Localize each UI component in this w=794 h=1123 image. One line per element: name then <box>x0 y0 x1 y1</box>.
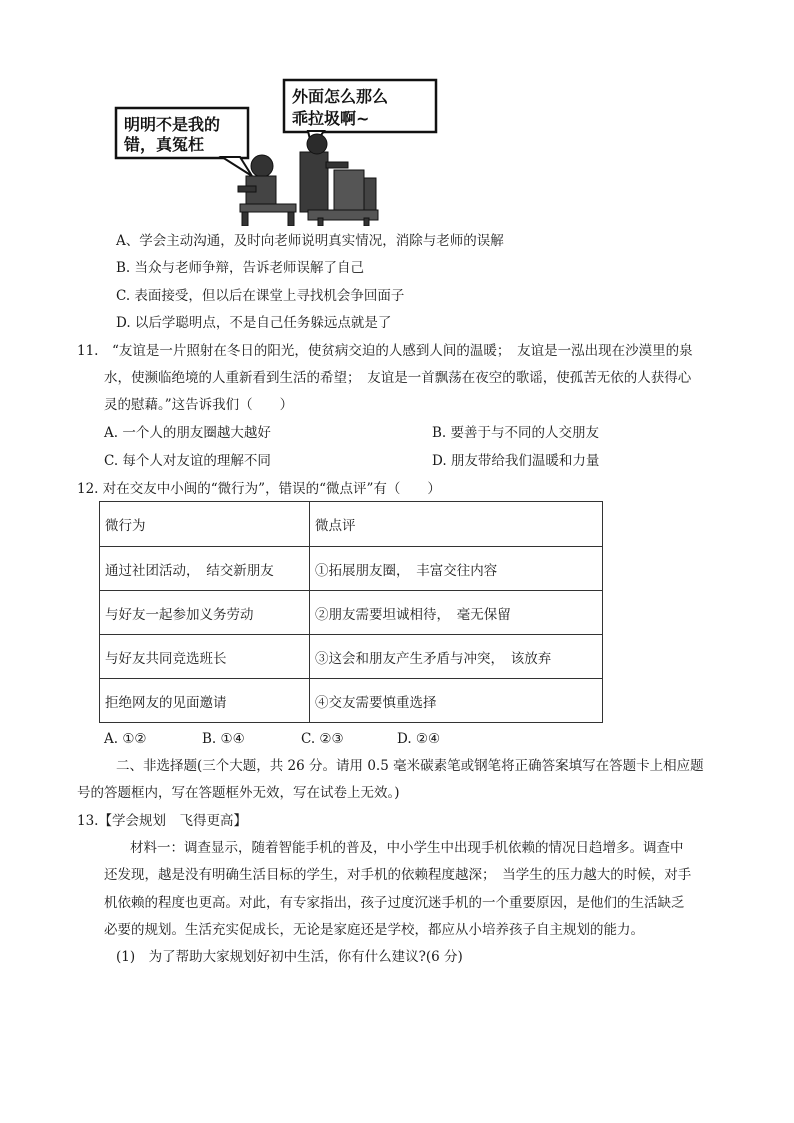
q11-stem-line-1: 11. “友谊是一片照射在冬日的阳光，使贫病交迫的人感到人间的温暖； 友谊是一泓出现在沙漠里的泉 <box>77 343 693 359</box>
q11-option-a: A. 一个人的朋友圈越大越好 <box>104 425 271 441</box>
table-header-comment: 微点评 <box>310 502 603 547</box>
q12-option-a: A. ①② <box>104 731 147 747</box>
q10-option-d: D. 以后学聪明点，不是自己任务躲远点就是了 <box>116 315 392 331</box>
table-header-behavior: 微行为 <box>100 502 310 547</box>
q12-stem: 12. 对在交友中小闽的“微行为”，错误的“微点评”有（ ） <box>77 481 441 497</box>
table-row <box>100 591 603 635</box>
q13-sub-question-1: (1) 为了帮助大家规划好初中生活，你有什么建议?(6 分) <box>116 949 463 965</box>
q11-option-c: C. 每个人对友谊的理解不同 <box>104 453 271 469</box>
table-row <box>100 547 603 591</box>
table-row <box>100 679 603 723</box>
q12-option-c: C. ②③ <box>301 731 344 747</box>
bubble-left-line-1: 明明不是我的 <box>124 115 221 134</box>
table-cell-behavior: 与好友共同竞选班长 <box>100 635 310 679</box>
table-cell-behavior: 通过社团活动， 结交新朋友 <box>100 547 310 591</box>
q11-option-b: B. 要善于与不同的人交朋友 <box>432 425 600 441</box>
q13-material-line-3: 机依赖的程度也更高。对此，有专家指出，孩子过度沉迷手机的一个重要原因，是他们的生活缺乏 <box>104 895 685 911</box>
speech-bubble-right <box>284 80 436 148</box>
q12-option-b: B. ①④ <box>202 731 245 747</box>
table-row <box>100 635 603 679</box>
micro-behavior-table <box>99 501 603 723</box>
q13-title: 13.【学会规划 飞得更高】 <box>77 813 247 829</box>
q13-material-line-2: 还发现，越是没有明确生活目标的学生，对手机的依赖程度越深； 当学生的压力越大的时候，对手 <box>104 867 692 883</box>
q11-stem-line-2: 水，使濒临绝境的人重新看到生活的希望； 友谊是一首飘荡在夜空的歌谣，使孤苦无依的人获得心 <box>104 370 692 386</box>
bubble-right-line-2: 乖拉圾啊~ <box>292 109 370 128</box>
q11-option-d: D. 朋友带给我们温暖和力量 <box>432 453 600 469</box>
table-cell-behavior: 与好友一起参加义务劳动 <box>100 591 310 635</box>
cartoon-figures <box>238 134 378 226</box>
table-header-row <box>100 502 603 547</box>
bubble-right-line-1: 外面怎么那么 <box>292 87 389 106</box>
q11-stem-line-3: 灵的慰藉。”这告诉我们（ ） <box>104 397 294 413</box>
section2-instructions-line-2: 号的答题框内，写在答题框外无效，写在试卷上无效。) <box>77 785 400 801</box>
section2-instructions-line-1: 二、非选择题(三个大题，共 26 分。请用 0.5 毫米碳素笔或钢笔将正确答案填写在答题卡上相应题 <box>116 758 704 774</box>
q13-material-line-1: 材料一：调查显示，随着智能手机的普及，中小学生中出现手机依赖的情况日趋增多。调查中 <box>130 840 684 856</box>
table-cell-behavior: 拒绝网友的见面邀请 <box>100 679 310 723</box>
table-cell-comment: ④交友需要慎重选择 <box>310 679 603 723</box>
table-cell-comment: ③这会和朋友产生矛盾与冲突， 该放弃 <box>310 635 603 679</box>
q10-option-c: C. 表面接受，但以后在课堂上寻找机会争回面子 <box>116 288 405 304</box>
speech-bubble-left <box>116 108 252 176</box>
bubble-left-line-2: 错，真冤枉 <box>124 135 205 154</box>
cartoon-illustration <box>112 78 442 226</box>
q12-option-d: D. ②④ <box>397 731 441 747</box>
table-cell-comment: ②朋友需要坦诚相待， 毫无保留 <box>310 591 603 635</box>
q10-option-b: B. 当众与老师争辩，告诉老师误解了自己 <box>116 260 365 276</box>
q10-option-a: A、学会主动沟通，及时向老师说明真实情况，消除与老师的误解 <box>116 233 504 249</box>
q13-material-line-4: 必要的规划。生活充实促成长，无论是家庭还是学校，都应从小培养孩子自主规划的能力。 <box>104 922 644 938</box>
table-cell-comment: ①拓展朋友圈， 丰富交往内容 <box>310 547 603 591</box>
